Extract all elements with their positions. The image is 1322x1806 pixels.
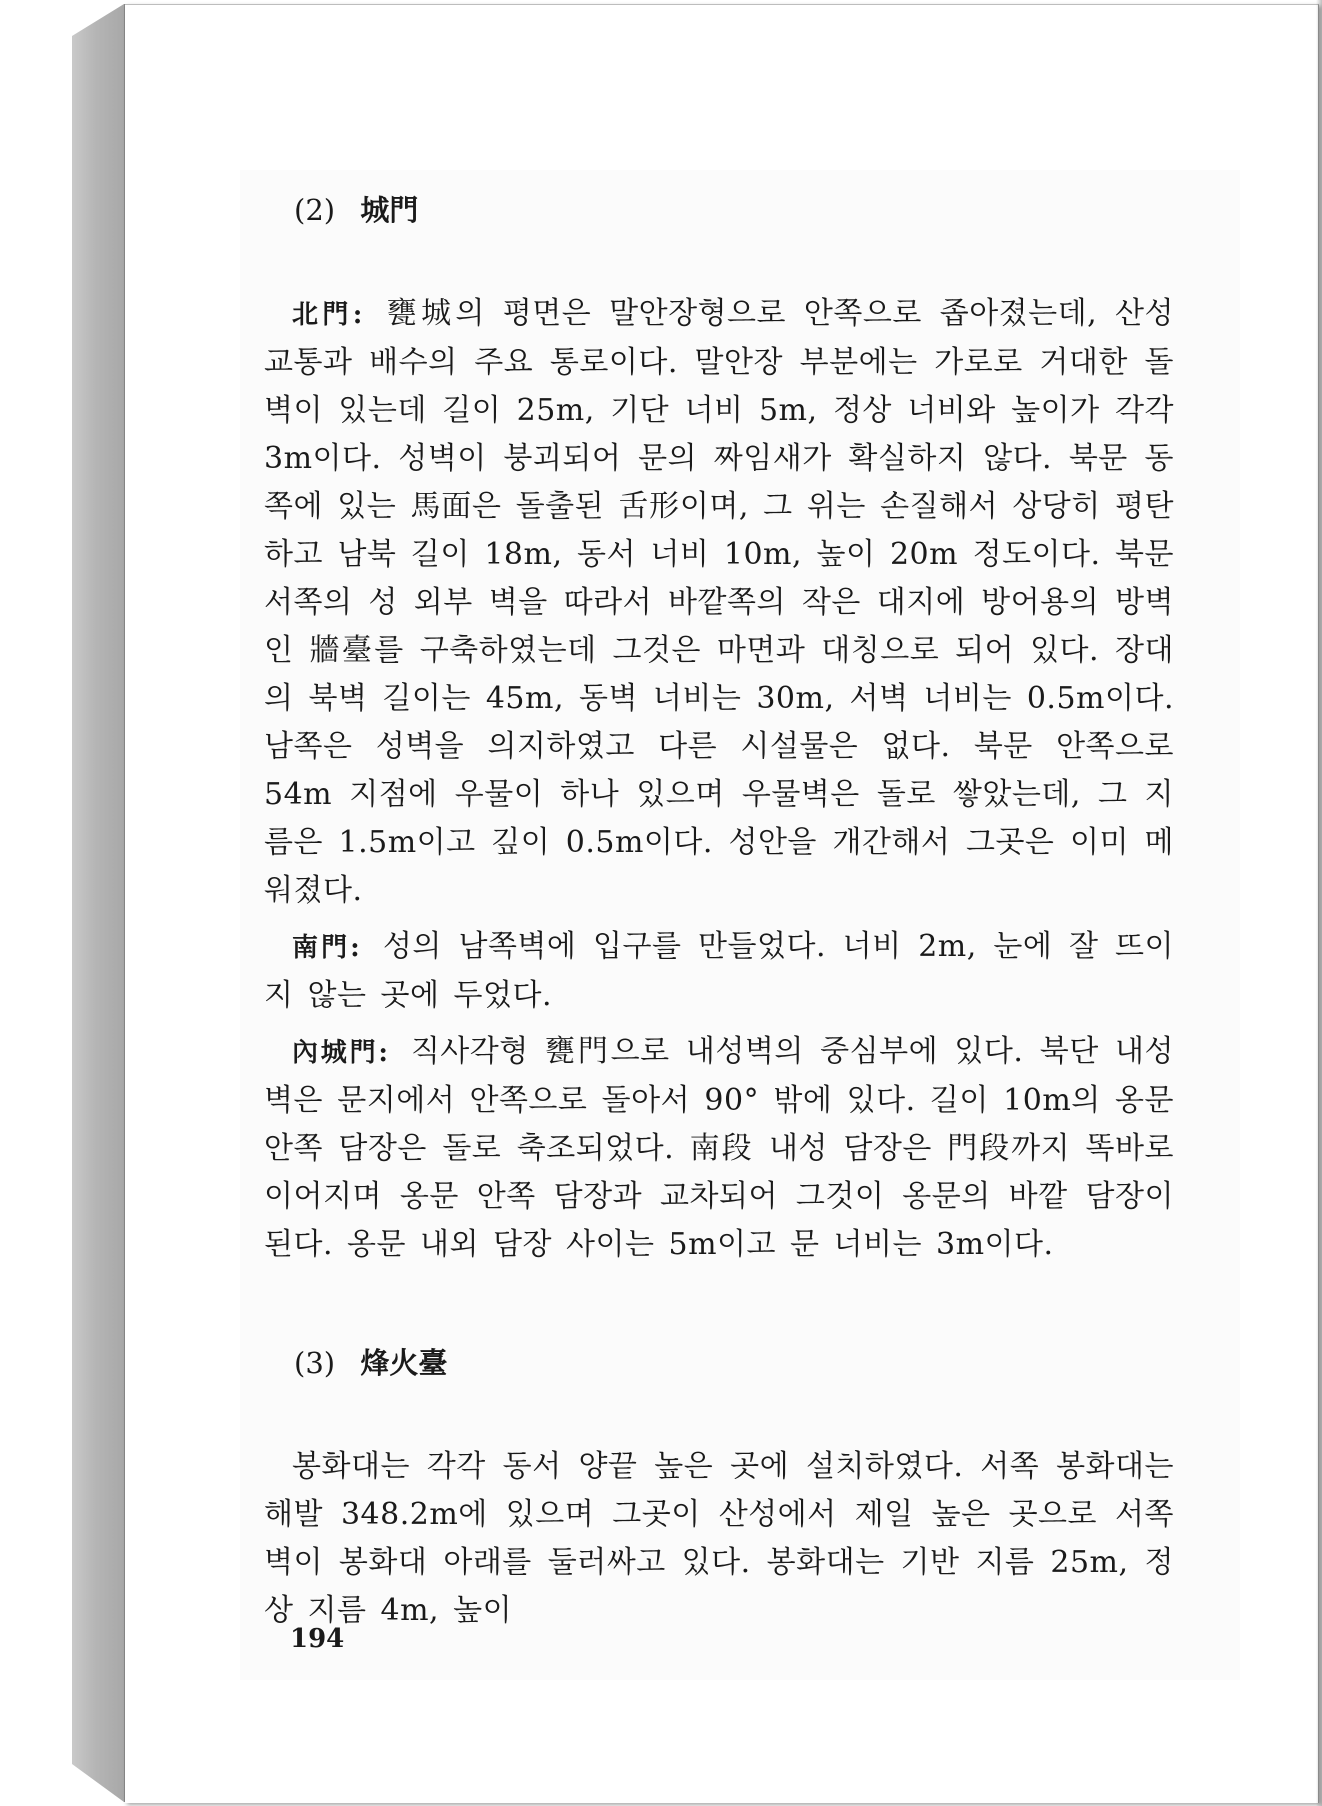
paragraph-text: 성의 남쪽벽에 입구를 만들었다. 너비 2m, 눈에 잘 뜨이지 않는 곳에 두었다. <box>264 929 1174 1013</box>
page-content <box>264 186 1174 1635</box>
paragraph-text: 甕城의 평면은 말안장형으로 안쪽으로 좁아졌는데, 산성 교통과 배수의 주요 통로이다. 말안장 부분에는 가로로 거대한 돌벽이 있는데 길이 25m, 기단 너비 5m, 정상 너비와 높이가 각각 3m이다. 성벽이 붕괴되어 문의 짜임새가 확실하지 않다. 북문 동쪽에 있는 馬面은 돌출된 舌形이며, 그 위는 손질해서 상당히 평탄하고 남북 길이 18m, 동서 너비 10m, 높이 20m 정도이다. 북문 서쪽의 성 외부 벽을 따라서 바깥쪽의 작은 대지에 방어용의 방벽인 牆臺를 구축하였는데 그것은 마면과 대칭으로 되어 있다. 장대의 북벽 길이는 45m, 동벽 너비는 30m, 서벽 너비는 0.5m이다. 남쪽은 성벽을 의지하였고 다른 시설물은 없다. 북문 안쪽으로 54m 지점에 우물이 하나 있으며 우물벽은 돌로 쌓았는데, 그 지름은 1.5m이고 깊이 0.5m이다. 성안을 개간해서 그곳은 이미 메워졌다. <box>264 296 1174 908</box>
paragraph-text: 봉화대는 각각 동서 양끝 높은 곳에 설치하였다. 서쪽 봉화대는 해발 348.2m에 있으며 그곳이 산성에서 제일 높은 곳으로 서쪽 벽이 봉화대 아래를 둘러싸고 있다. 봉화대는 기반 지름 25m, 정상 지름 4m, 높이 <box>264 1449 1174 1628</box>
page-number: 194 <box>290 1624 345 1654</box>
section-number: (2) <box>294 193 336 227</box>
paragraph-lead: 北門: <box>292 300 363 330</box>
book-spine <box>72 4 124 1802</box>
section-number: (3) <box>294 1346 336 1380</box>
paragraph-beacon <box>264 1443 1174 1635</box>
paragraph-lead: 南門: <box>292 933 361 963</box>
section-heading-castle-gates <box>294 186 1174 234</box>
paragraph-inner-gate <box>264 1028 1174 1269</box>
paragraph-north-gate <box>264 290 1174 915</box>
section-title: 烽火臺 <box>360 1346 448 1380</box>
section-title: 城門 <box>360 193 419 227</box>
paragraph-south-gate <box>264 923 1174 1020</box>
paragraph-text: 직사각형 甕門으로 내성벽의 중심부에 있다. 북단 내성벽은 문지에서 안쪽으로 돌아서 90° 밖에 있다. 길이 10m의 옹문 안쪽 담장은 돌로 축조되었다. 南段 내성 담장은 門段까지 똑바로 이어지며 옹문 안쪽 담장과 교차되어 그것이 옹문의 바깥 담장이 된다. 옹문 내외 담장 사이는 5m이고 문 너비는 3m이다. <box>264 1034 1174 1262</box>
page-shadow <box>1316 0 1322 1806</box>
paragraph-lead: 內城門: <box>292 1038 389 1068</box>
section-heading-beacon <box>294 1339 1174 1387</box>
